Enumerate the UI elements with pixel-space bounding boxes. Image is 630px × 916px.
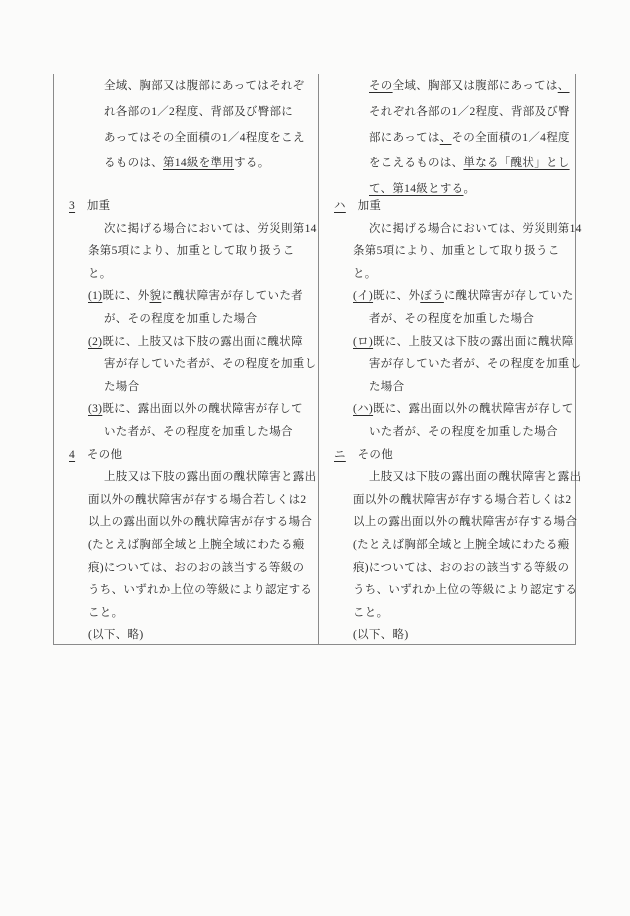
text-segment: をこえるものは、 <box>369 157 464 170</box>
text-line <box>54 466 318 489</box>
text-segment: 既に、露出面以外の醜状障害が存して <box>373 403 574 416</box>
text-line <box>319 511 578 534</box>
text-line <box>319 421 575 444</box>
text-segment: (以下、略) <box>88 629 144 642</box>
text-segment: 害が存していた者が、その程度を加重し <box>369 358 582 371</box>
underlined-text-segment: (2) <box>88 335 103 348</box>
text-segment: 加重 <box>345 200 382 212</box>
text-segment: 次に掲げる場合においては、労災則第14 <box>369 222 582 235</box>
text-segment: こと。 <box>353 606 389 619</box>
underlined-text-segment: 貌 <box>149 290 162 303</box>
text-segment: 面以外の醜状障害が存する場合若しくは2 <box>353 493 572 506</box>
text-segment: 既に、上肢又は下肢の露出面に醜状障 <box>373 335 574 348</box>
underlined-text-segment: ぼう <box>420 290 444 303</box>
text-segment: るものは、 <box>104 157 163 170</box>
text-segment: に醜状障害が存していた者 <box>161 290 303 303</box>
text-segment: 既に、上肢又は下肢の露出面に醜状障 <box>102 335 303 348</box>
text-segment: いた者が、その程度を加重した場合 <box>369 425 558 438</box>
text-line <box>54 308 318 331</box>
underlined-text-segment: 、 <box>439 131 452 144</box>
text-segment: こと。 <box>88 606 124 619</box>
text-line <box>319 444 575 467</box>
underlined-text-segment: 第14級を準用 <box>163 157 235 170</box>
text-line <box>54 263 318 286</box>
text-line <box>54 376 318 399</box>
text-line <box>54 195 318 218</box>
text-line <box>54 353 318 376</box>
text-line <box>319 308 575 331</box>
text-segment: あってはその全面積の1／4程度をこえ <box>104 131 305 144</box>
text-segment: 既に、外 <box>102 290 150 303</box>
comparison-table <box>53 74 582 645</box>
text-line <box>319 376 575 399</box>
text-segment: 全域、胸部又は腹部にあってはそれぞ <box>104 80 305 92</box>
text-segment: 害が存していた者が、その程度を加重し <box>104 358 317 371</box>
text-segment: 痕)については、おのおの該当する等級の <box>353 561 570 574</box>
text-segment: 痕)については、おのおの該当する等級の <box>88 561 305 574</box>
text-line <box>319 240 575 263</box>
text-segment: 加重 <box>75 200 111 212</box>
text-line <box>319 624 575 647</box>
text-line <box>54 100 318 126</box>
text-segment: 部にあっては <box>369 131 440 144</box>
text-line <box>319 100 575 126</box>
text-line <box>54 74 318 100</box>
text-line <box>54 126 318 152</box>
text-segment: その他 <box>345 448 394 461</box>
underlined-text-segment: (1) <box>88 290 103 303</box>
underlined-text-segment: ハ <box>334 200 346 212</box>
underlined-text-segment: その <box>369 80 393 92</box>
text-segment: 面以外の醜状障害が存する場合若しくは2 <box>88 493 307 506</box>
text-line <box>319 218 582 241</box>
text-segment: 以上の露出面以外の醜状障害が存する場合 <box>88 516 313 529</box>
text-segment: いた者が、その程度を加重した場合 <box>104 425 293 438</box>
text-segment: 以上の露出面以外の醜状障害が存する場合 <box>353 516 578 529</box>
right-column-body <box>319 195 582 647</box>
text-line <box>319 579 578 602</box>
text-line <box>319 331 575 354</box>
text-line <box>54 398 318 421</box>
underlined-text-segment: 、 <box>557 80 570 92</box>
text-line <box>319 263 575 286</box>
text-segment: 条第5項により、加重として取り扱うこ <box>353 245 560 258</box>
text-segment: と。 <box>353 267 377 280</box>
right-column-revised-text <box>319 74 582 644</box>
text-line <box>319 151 575 177</box>
text-segment: 上肢又は下肢の露出面の醜状障害と露出 <box>369 471 582 484</box>
text-segment: する。 <box>234 157 270 170</box>
text-line <box>319 534 575 557</box>
text-line <box>54 534 318 557</box>
text-line <box>319 602 575 625</box>
text-line <box>54 331 318 354</box>
text-line <box>319 126 575 152</box>
text-line <box>319 557 575 580</box>
text-segment: うち、いずれか上位の等級により認定する <box>88 584 313 597</box>
text-line <box>319 195 575 218</box>
underlined-text-segment: て、第14級とする <box>369 183 464 196</box>
text-line <box>54 444 318 467</box>
text-segment: その全面積の1／4程度 <box>451 131 570 144</box>
text-line <box>54 151 318 177</box>
text-segment: その他 <box>75 448 123 461</box>
text-segment: と。 <box>88 267 112 280</box>
text-line <box>54 579 318 602</box>
text-segment: に醜状障害が存していた <box>443 290 574 303</box>
left-column-body <box>54 195 318 647</box>
text-line <box>54 511 318 534</box>
underlined-text-segment: 単なる「醜状」とし <box>463 157 570 170</box>
text-line <box>54 240 318 263</box>
underlined-text-segment: 3 <box>69 200 76 212</box>
text-line <box>54 285 318 308</box>
underlined-text-segment: (ロ) <box>353 335 374 348</box>
left-column-top-paragraph <box>54 74 318 177</box>
text-line <box>319 398 575 421</box>
underlined-text-segment: (イ) <box>353 290 374 303</box>
text-line <box>319 489 575 512</box>
text-line <box>319 466 582 489</box>
text-segment: 。 <box>463 183 476 196</box>
underlined-text-segment: (3) <box>88 403 103 416</box>
text-line <box>319 353 582 376</box>
text-segment: 条第5項により、加重として取り扱うこ <box>88 245 295 258</box>
text-segment: た場合 <box>369 380 405 393</box>
text-segment: (たとえば胸部全域と上腕全域にわたる瘢 <box>353 538 570 551</box>
text-segment: れ各部の1／2程度、背部及び臀部に <box>104 105 294 118</box>
text-segment: 既に、外 <box>373 290 421 303</box>
text-segment: (以下、略) <box>353 629 409 642</box>
text-segment: た場合 <box>104 380 140 393</box>
right-column-top-paragraph <box>319 74 575 203</box>
text-segment: うち、いずれか上位の等級により認定する <box>353 584 578 597</box>
left-column-current-text <box>54 74 319 644</box>
text-line <box>54 624 318 647</box>
text-line <box>54 218 318 241</box>
text-line <box>319 74 575 100</box>
text-line <box>54 421 318 444</box>
text-segment: が、その程度を加重した場合 <box>104 312 258 325</box>
underlined-text-segment: ニ <box>334 448 346 461</box>
text-segment: (たとえば胸部全域と上腕全域にわたる瘢 <box>88 538 305 551</box>
text-segment: 者が、その程度を加重した場合 <box>369 312 535 325</box>
text-segment: 既に、露出面以外の醜状障害が存して <box>102 403 303 416</box>
text-line <box>54 602 318 625</box>
underlined-text-segment: 4 <box>69 448 76 461</box>
underlined-text-segment: (ハ) <box>353 403 374 416</box>
text-segment: 上肢又は下肢の露出面の醜状障害と露出 <box>104 471 317 484</box>
text-line <box>54 489 318 512</box>
text-segment: 次に掲げる場合においては、労災則第14 <box>104 222 317 235</box>
text-segment: それぞれ各部の1／2程度、背部及び臀 <box>369 105 570 118</box>
text-line <box>54 557 318 580</box>
text-line <box>319 285 575 308</box>
text-segment: 全域、胸部又は腹部にあっては <box>392 80 558 92</box>
